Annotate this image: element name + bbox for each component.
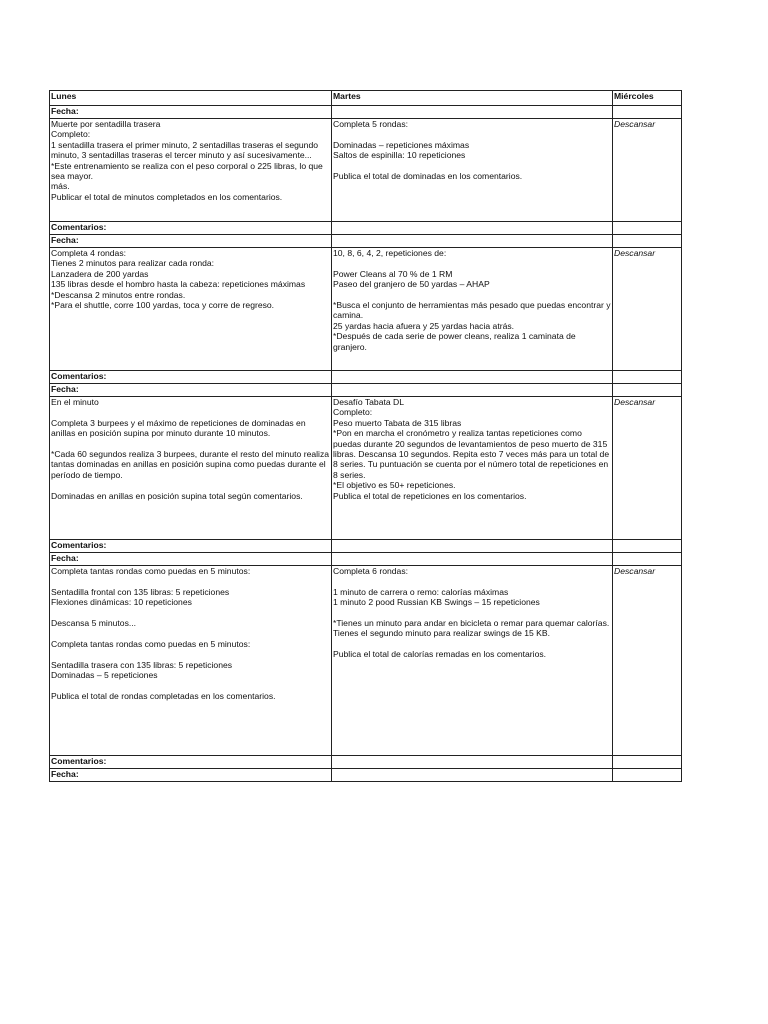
empty-cell <box>613 222 682 235</box>
workout-line: *Tienes un minuto para andar en bicicleta o remar para quemar calorías. Tienes el segundo minuto para realizar swings de 15 KB. <box>333 618 612 639</box>
workout-line: Dominadas – 5 repeticiones <box>51 670 158 680</box>
workout-line: 1 minuto de carrera o remo: calorías máximas <box>333 586 509 597</box>
fecha-row <box>50 106 682 119</box>
workout-line: Sentadilla trasera con 135 libras: 5 repeticiones <box>51 659 233 670</box>
tuesday-workout-cell <box>332 566 613 756</box>
workout-line: Power Cleans al 70 % de 1 RM <box>333 268 453 279</box>
header-lunes: Lunes <box>50 91 332 106</box>
empty-cell <box>613 235 682 248</box>
workout-line: Completa tantas rondas como puedas en 5 minutos: <box>51 638 251 649</box>
wednesday-rest-cell: Descansar <box>613 248 682 371</box>
workout-line: Completa 6 rondas: <box>333 566 408 576</box>
empty-cell <box>332 553 613 566</box>
wednesday-rest-cell: Descansar <box>613 566 682 756</box>
monday-workout-cell <box>50 248 332 371</box>
workout-line: Completo: <box>333 407 373 418</box>
empty-cell <box>332 222 613 235</box>
workout-line: 1 minuto 2 pood Russian KB Swings – 15 repeticiones <box>333 597 540 608</box>
workout-row <box>50 248 682 371</box>
workout-line: Muerte por sentadilla trasera <box>51 119 161 129</box>
workout-line: *Este entrenamiento se realiza con el peso corporal o 225 libras, lo que sea mayor. <box>51 160 326 182</box>
blank-line <box>333 608 611 618</box>
workout-line: En el minuto <box>51 397 99 407</box>
empty-cell <box>613 106 682 119</box>
fecha-row <box>50 553 682 566</box>
workout-line: Descansa 5 minutos... <box>51 618 137 628</box>
workout-line: Completa tantas rondas como puedas en 5 minutos: <box>51 566 251 576</box>
header-martes: Martes <box>332 91 613 106</box>
empty-cell <box>332 371 613 384</box>
workout-line: Publica el total de rondas completadas en los comentarios. <box>51 690 276 701</box>
blank-line <box>51 407 330 417</box>
workout-row <box>50 566 682 756</box>
fecha-row-label: Fecha: <box>50 106 332 119</box>
workout-line: *Después de cada serie de power cleans, realiza 1 caminata de granjero. <box>333 331 579 352</box>
workout-line: 1 sentadilla trasera el primer minuto, 2 sentadillas traseras el segundo minuto, 3 sentadillas traseras el tercer minuto y así sucesivamente... <box>51 139 321 161</box>
workout-line: *Cada 60 segundos realiza 3 burpees, durante el resto del minuto realiza tantas dominadas en anillas en posición supina como puedas durante el período de tiempo. <box>51 449 332 480</box>
workout-line: Publicar el total de minutos completados en los comentarios. <box>51 191 283 202</box>
tuesday-workout-cell <box>332 397 613 540</box>
header-row <box>50 91 682 106</box>
workout-line: Flexiones dinámicas: 10 repeticiones <box>51 597 192 608</box>
tuesday-workout-cell <box>332 119 613 222</box>
empty-cell <box>332 106 613 119</box>
monday-workout-cell <box>50 566 332 756</box>
empty-cell <box>332 384 613 397</box>
monday-workout-cell <box>50 397 332 540</box>
fecha-row-label: Fecha: <box>50 235 332 248</box>
workout-schedule-table <box>49 90 682 782</box>
workout-line: Tienes 2 minutos para realizar cada ronda: <box>51 258 215 269</box>
workout-line: *Pon en marcha el cronómetro y realiza tantas repeticiones como puedas durante 20 segundos de levantamientos de peso muerto de 315 libras. Descansa 10 segundos. Repita esto 7 veces más para un total de 8 series. Tu puntuación se cuenta por el número total de repeticiones en 8 series. <box>333 428 612 480</box>
workout-line: 25 yardas hacia afuera y 25 yardas hacia atrás. <box>333 320 515 331</box>
workout-line: Sentadilla frontal con 135 libras: 5 repeticiones <box>51 586 230 597</box>
empty-cell <box>613 384 682 397</box>
workout-line: Completa 3 burpees y el máximo de repeticiones de dominadas en anillas en posición supina por minuto durante 10 minutos. <box>51 417 309 439</box>
blank-line <box>333 258 611 268</box>
workout-line: *Para el shuttle, corre 100 yardas, toca y corre de regreso. <box>51 300 275 311</box>
blank-line <box>333 639 611 649</box>
comentarios-row-label: Comentarios: <box>50 540 332 553</box>
blank-line <box>51 680 330 690</box>
wednesday-rest-cell: Descansar <box>613 397 682 540</box>
comentarios-row-label: Comentarios: <box>50 222 332 235</box>
fecha-row-label: Fecha: <box>50 553 332 566</box>
fecha-row <box>50 384 682 397</box>
blank-line <box>333 161 611 171</box>
tuesday-workout-cell <box>332 248 613 371</box>
blank-line <box>51 576 330 586</box>
workout-line: *Descansa 2 minutos entre rondas. <box>51 289 186 300</box>
workout-line: Publica el total de repeticiones en los comentarios. <box>333 490 527 501</box>
blank-line <box>51 480 330 490</box>
blank-line <box>51 439 330 449</box>
workout-line: Paseo del granjero de 50 yardas – AHAP <box>333 279 490 290</box>
workout-row <box>50 119 682 222</box>
workout-line: Completa 4 rondas: <box>51 248 126 258</box>
monday-workout-cell <box>50 119 332 222</box>
blank-line <box>51 608 330 618</box>
blank-line <box>333 290 611 300</box>
empty-cell <box>332 769 613 782</box>
empty-cell <box>613 769 682 782</box>
empty-cell <box>613 540 682 553</box>
blank-line <box>333 129 611 139</box>
workout-line: Peso muerto Tabata de 315 libras <box>333 417 462 428</box>
fecha-row <box>50 769 682 782</box>
empty-cell <box>332 540 613 553</box>
header-miercoles: Miércoles <box>613 91 682 106</box>
workout-line: Desafío Tabata DL <box>333 397 405 407</box>
workout-line: Lanzadera de 200 yardas <box>51 268 149 279</box>
workout-line: Publica el total de calorías remadas en los comentarios. <box>333 649 547 660</box>
comentarios-row-label: Comentarios: <box>50 756 332 769</box>
wednesday-rest-cell: Descansar <box>613 119 682 222</box>
workout-line: más. <box>51 181 70 192</box>
fecha-row-label: Fecha: <box>50 384 332 397</box>
fecha-row-label: Fecha: <box>50 769 332 782</box>
empty-cell <box>332 756 613 769</box>
workout-line: Completo: <box>51 129 91 140</box>
fecha-row <box>50 235 682 248</box>
workout-line: Dominadas en anillas en posición supina total según comentarios. <box>51 490 303 501</box>
comentarios-row <box>50 540 682 553</box>
workout-line: 10, 8, 6, 4, 2, repeticiones de: <box>333 248 447 258</box>
empty-cell <box>613 553 682 566</box>
workout-line: Dominadas – repeticiones máximas <box>333 139 470 150</box>
workout-line: *El objetivo es 50+ repeticiones. <box>333 480 456 491</box>
workout-line: *Busca el conjunto de herramientas más pesado que puedas encontrar y camina. <box>333 300 613 321</box>
workout-line: Publica el total de dominadas en los comentarios. <box>333 171 523 181</box>
blank-line <box>51 649 330 659</box>
empty-cell <box>613 756 682 769</box>
blank-line <box>51 628 330 638</box>
workout-line: Completa 5 rondas: <box>333 119 408 129</box>
comentarios-row <box>50 222 682 235</box>
comentarios-row <box>50 756 682 769</box>
comentarios-row <box>50 371 682 384</box>
workout-line: Saltos de espinilla: 10 repeticiones <box>333 150 466 161</box>
blank-line <box>333 576 611 586</box>
workout-line: 135 libras desde el hombro hasta la cabeza: repeticiones máximas <box>51 279 306 290</box>
workout-row <box>50 397 682 540</box>
empty-cell <box>613 371 682 384</box>
empty-cell <box>332 235 613 248</box>
comentarios-row-label: Comentarios: <box>50 371 332 384</box>
